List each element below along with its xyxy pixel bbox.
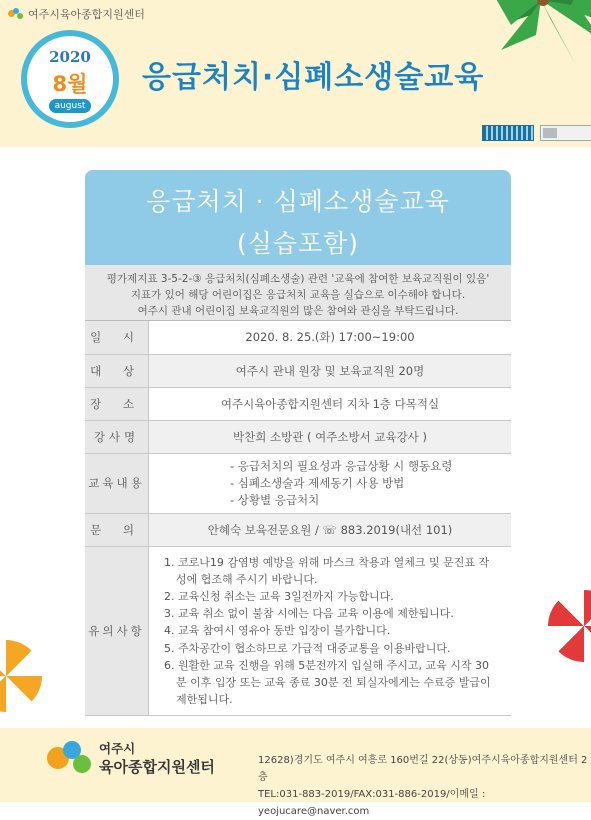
content-item: - 상황별 응급처치 [230,492,320,507]
footer-org-name [99,740,215,776]
footer-contact-line: TEL:031-883-2019/FAX:031-886-2019/이메일 : yeojucare@naver.com [258,789,486,817]
note-item: 3. 교육 취소 없이 불참 시에는 다음 교육 이용에 제한됩니다. [164,607,454,621]
content-item: - 응급처치의 필요성과 응급상황 시 행동요령 [230,458,453,473]
note-item: 2. 교육신청 취소는 교육 3일전까지 가능합니다. [164,589,394,603]
content-item: - 심폐소생술과 제세동기 사용 방법 [230,475,405,490]
badge-year: 2020 [49,48,91,66]
note-item: 1. 코로나19 감염병 예방을 위해 마스크 착용과 열체크 및 문진표 작성에 협조해 주시기 바랍니다. [164,555,490,586]
table-row [85,420,511,453]
note-item: 5. 주차공간이 협소하므로 가급적 대중교통을 이용바랍니다. [164,641,451,655]
org-top [8,6,145,22]
date-label: 일 시 [85,321,149,354]
palm-leaves-icon [481,0,591,130]
target-value: 여주시 관내 원장 및 보육교직원 20명 [149,354,512,387]
header-banner [0,0,591,147]
notice-line: 평가제지표 3-5-2-③ 응급처치(심폐소생술) 관련 '교육에 참여한 보육교직원이 있음' [106,273,490,285]
table-row [85,546,511,716]
info-card [85,170,511,707]
lecturer-value: 박찬희 소방관 ( 여주소방서 교육강사 ) [149,420,512,453]
lecturer-label: 강사명 [85,420,149,453]
toggle-striped [482,125,534,141]
place-value: 여주시육아종합지원센터 지차 1층 다목적실 [149,387,512,420]
footer-org-city: 여주시 [99,741,136,756]
badge-english-month: august [49,99,91,113]
badge-month: 8월 [52,72,88,96]
info-table [85,321,511,716]
table-row [85,354,511,387]
card-subtitle: (실습포함) [236,229,360,258]
org-top-text: 여주시육아종합지원센터 [28,8,145,21]
content-value [149,453,512,513]
note-item: 4. 교육 참여시 영유아 동반 입장이 불가합니다. [164,624,391,638]
notice-box [85,265,511,321]
page-title: 응급처치·심폐소생술교육 [142,60,485,95]
place-label: 장 소 [85,387,149,420]
notice-line: 여주시 관내 어린이집 보육교직원의 많은 참여와 관심을 부탁드립니다. [137,305,459,317]
contact-label: 문 의 [85,513,149,546]
footer-address-line: 12628)경기도 여주시 여흥로 160번길 22(상동)여주시육아종합지원센터 2층 [258,755,588,783]
table-row [85,321,511,354]
footer-address [258,752,591,820]
table-row [85,387,511,420]
content-label: 교육내용 [85,453,149,513]
beach-ball-icon [548,590,591,662]
card-title: 응급처치 · 심폐소생술교육 [146,187,450,216]
contact-value: 안혜숙 보육전문요원 / ☏ 883.2019(내선 101) [149,513,512,546]
note-item: 6. 원활한 교육 진행을 위해 5분전까지 입실해 주시고, 교육 시작 30분 이후 입장 또는 교육 종료 30분 전 퇴실자에게는 수료증 발급이 제한됩니다. [164,658,491,707]
footer [0,728,591,817]
decorative-toggles [482,125,591,141]
table-row [85,453,511,513]
footer-org-title: 육아종합지원센터 [99,758,215,776]
month-badge [21,30,119,128]
beach-ball-icon [0,640,42,712]
notes-label: 유의사항 [85,546,149,716]
toggle-plain [540,125,591,141]
table-row [85,513,511,546]
target-label: 대 상 [85,354,149,387]
card-header [85,170,511,265]
center-logo-icon [8,8,24,20]
notice-line: 지표가 있어 해당 어린이집은 응급처치 교육을 실습으로 이수해야 합니다. [130,289,466,301]
notes-value [149,546,512,716]
date-value: 2020. 8. 25.(화) 17:00~19:00 [149,321,512,354]
center-logo-icon [44,738,96,780]
